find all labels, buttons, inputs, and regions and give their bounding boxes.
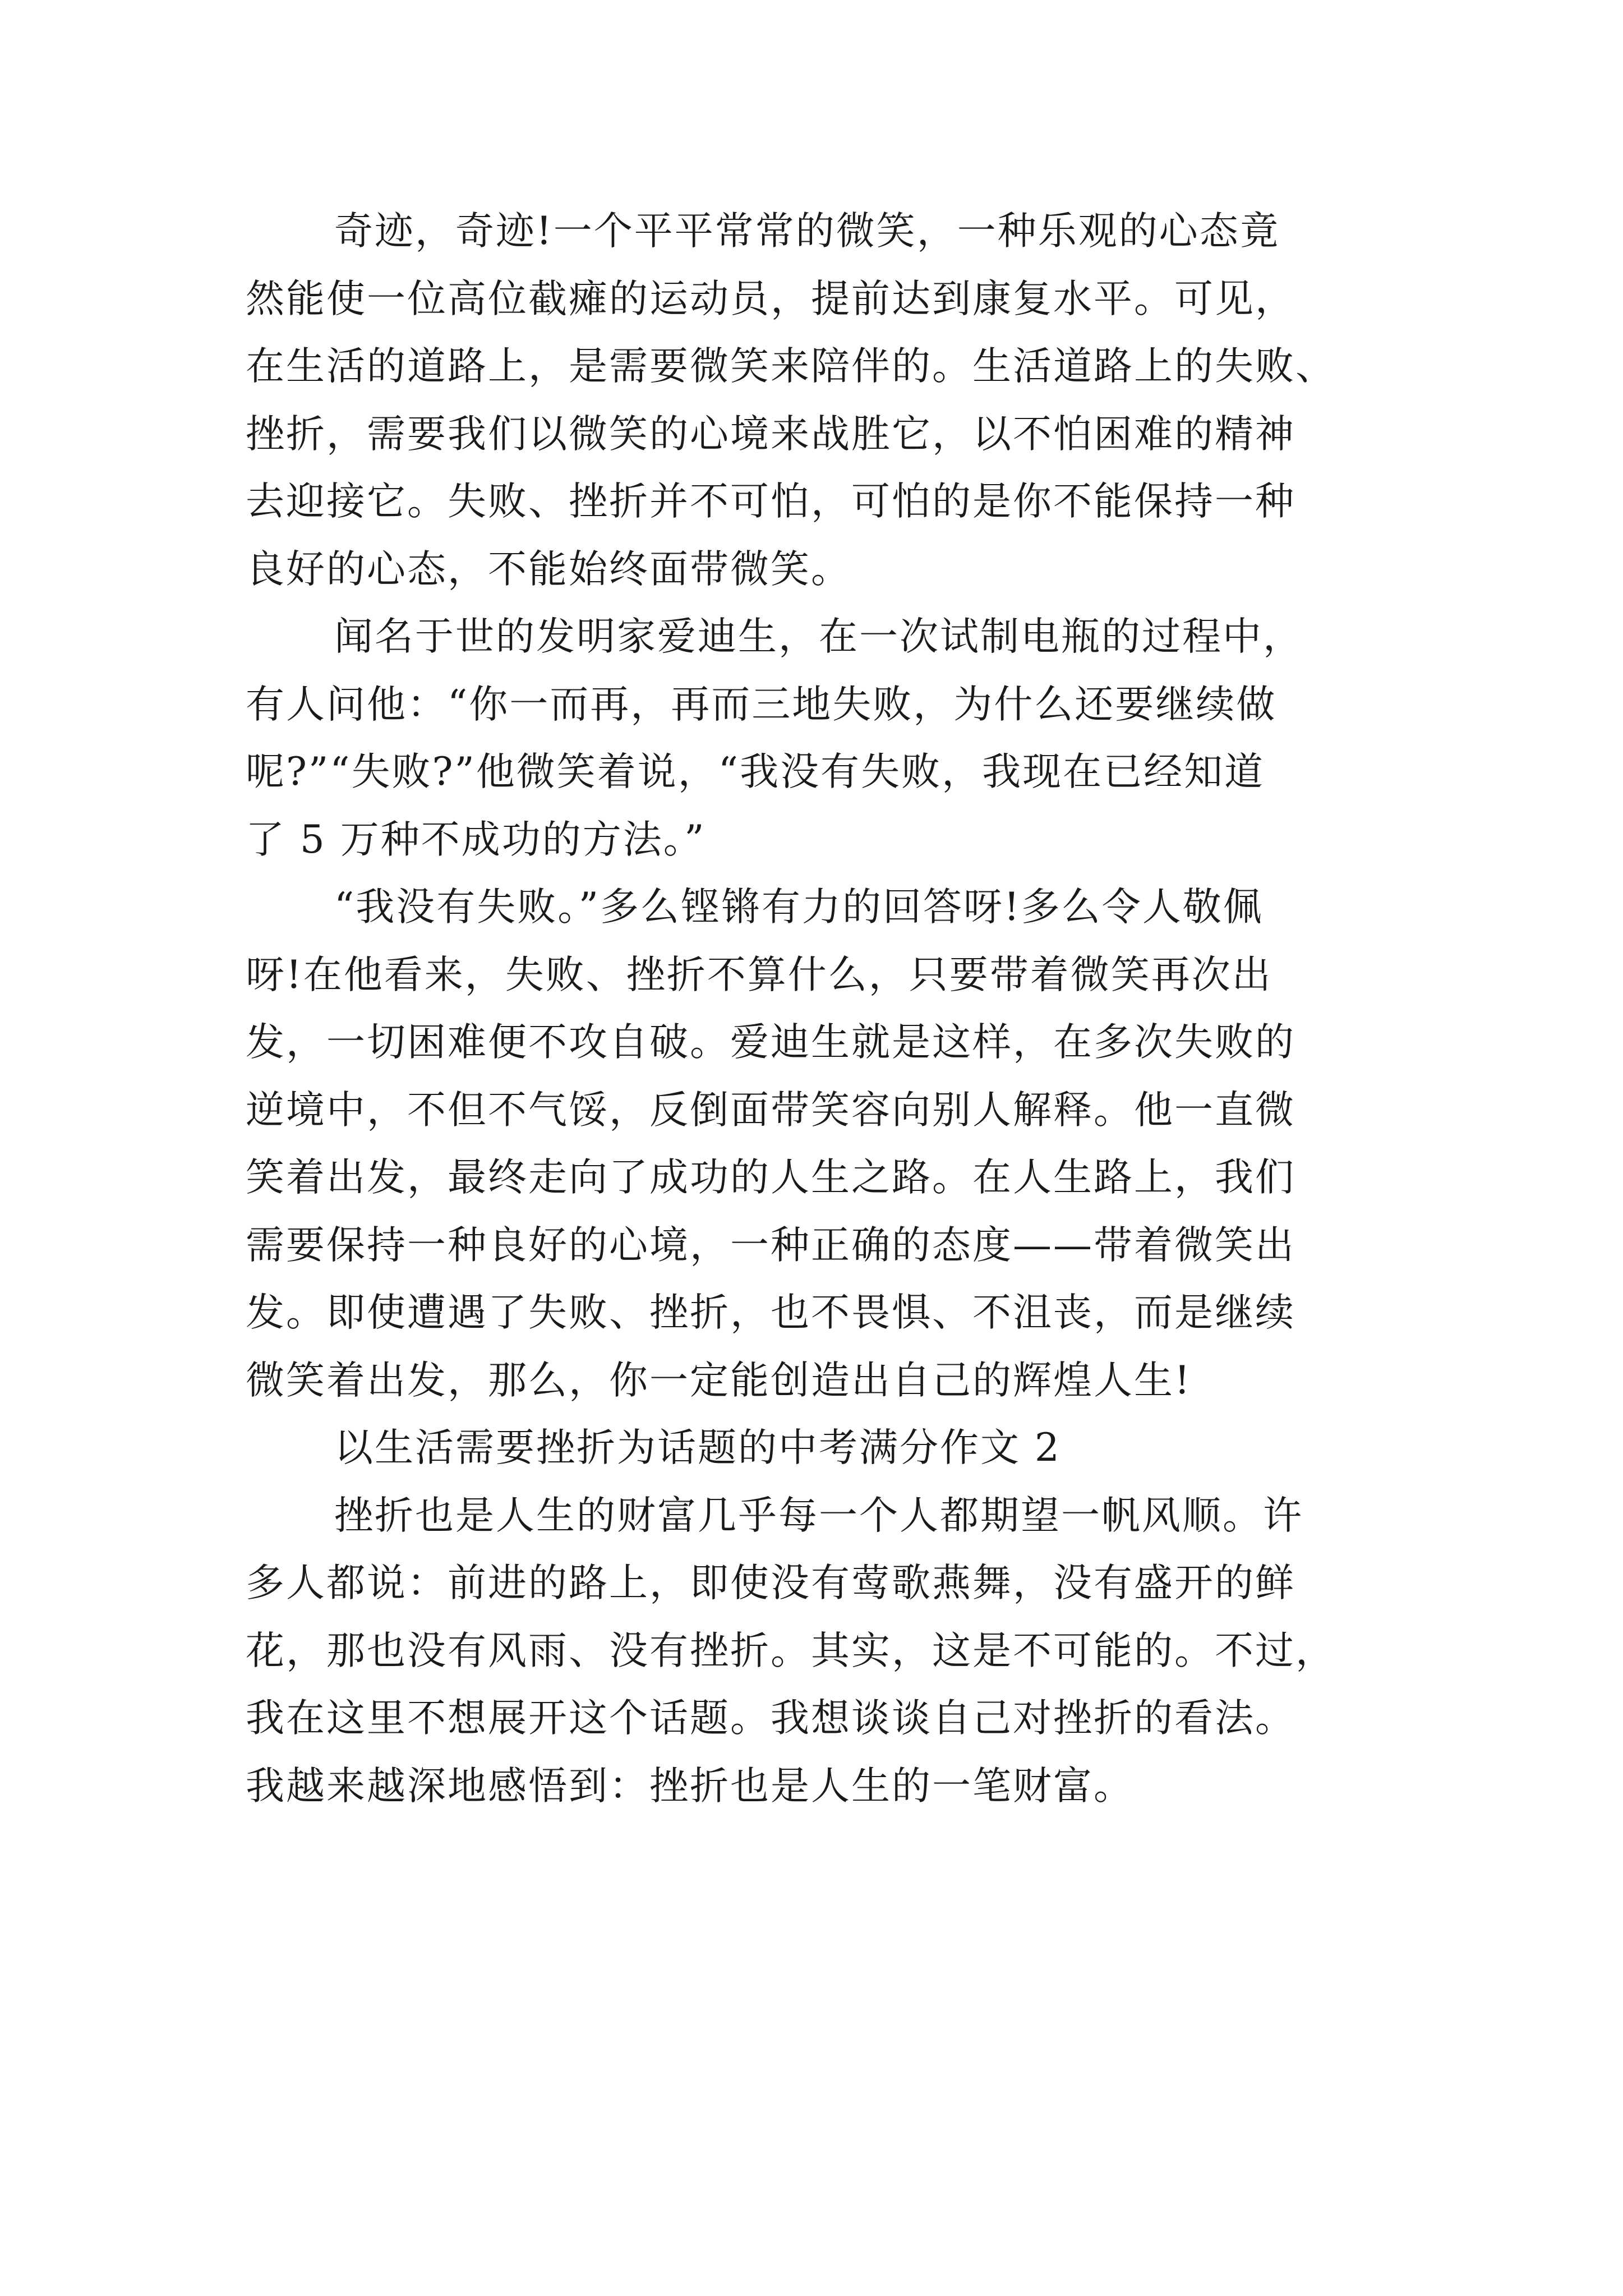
text-line: 然能使一位高位截瘫的运动员，提前达到康复水平。可见， (246, 276, 1295, 321)
text-line: 逆境中，不但不气馁，反倒面带笑容向别人解释。他一直微 (246, 1087, 1295, 1133)
text-line: 我越来越深地感悟到：挫折也是人生的一笔财富。 (246, 1763, 1134, 1809)
text-line: 奇迹，奇迹!一个平平常常的微笑，一种乐观的心态竟 (334, 209, 1280, 254)
text-line: 以生活需要挫折为话题的中考满分作文 2 (334, 1425, 1061, 1470)
text-line: 在生活的道路上，是需要微笑来陪伴的。生活道路上的失败、 (246, 344, 1336, 389)
text-line: 多人都说：前进的路上，即使没有莺歌燕舞，没有盛开的鲜 (246, 1561, 1295, 1605)
text-line: 发。即使遭遇了失败、挫折，也不畏惧、不沮丧，而是继续 (246, 1290, 1295, 1335)
text-line: 微笑着出发，那么，你一定能创造出自己的辉煌人生! (246, 1358, 1192, 1403)
text-line: 发，一切困难便不攻自破。爱迪生就是这样，在多次失败的 (246, 1020, 1295, 1065)
text-line: 有人问他：“你一而再，再而三地失败，为什么还要继续做 (246, 682, 1277, 727)
text-line: 呀!在他看来，失败、挫折不算什么，只要带着微笑再次出 (246, 952, 1272, 997)
document-body (246, 197, 1390, 1820)
text-line: 良好的心态，不能始终面带微笑。 (246, 546, 851, 592)
text-line: 闻名于世的发明家爱迪生，在一次试制电瓶的过程中， (334, 614, 1303, 659)
text-line: 挫折，需要我们以微笑的心境来战胜它，以不怕困难的精神 (246, 411, 1295, 457)
text-line: 了 5 万种不成功的方法。” (246, 817, 706, 862)
text-line: 呢?”“失败?”他微笑着说，“我没有失败，我现在已经知道 (246, 749, 1265, 794)
text-line: 需要保持一种良好的心境，一种正确的态度——带着微笑出 (246, 1222, 1295, 1268)
text-line: 笑着出发，最终走向了成功的人生之路。在人生路上，我们 (246, 1155, 1295, 1200)
text-line: 花，那也没有风雨、没有挫折。其实，这是不可能的。不过， (246, 1628, 1336, 1673)
text-line: 挫折也是人生的财富几乎每一个人都期望一帆风顺。许 (334, 1493, 1303, 1538)
text-line: “我没有失败。”多么铿锵有力的回答呀!多么令人敬佩 (334, 885, 1264, 930)
text-line: 我在这里不想展开这个话题。我想谈谈自己对挫折的看法。 (246, 1696, 1295, 1741)
text-line: 去迎接它。失败、挫折并不可怕，可怕的是你不能保持一种 (246, 479, 1295, 524)
